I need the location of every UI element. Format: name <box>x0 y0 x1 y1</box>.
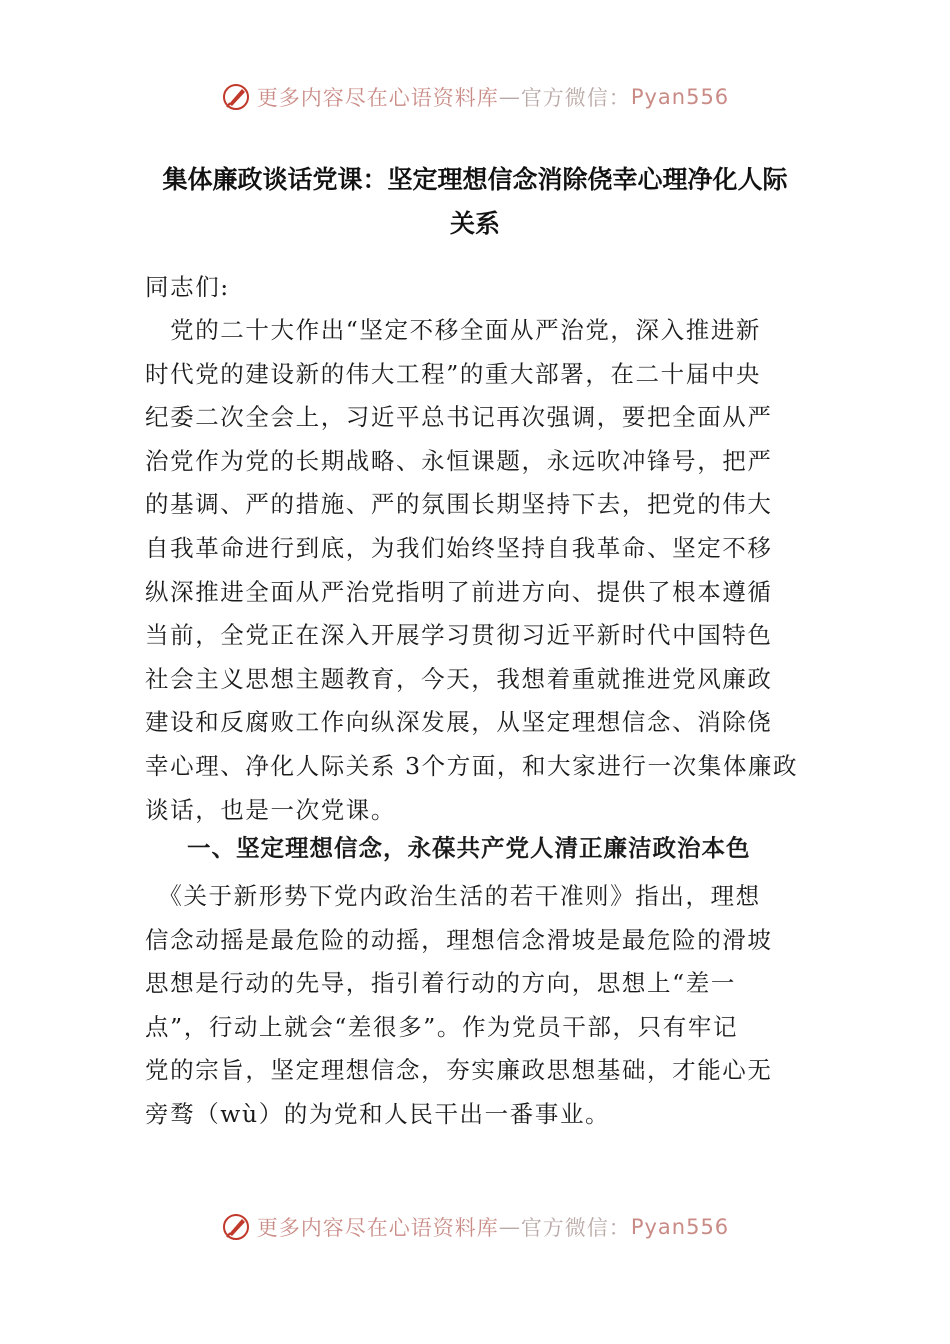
banner-id: Pyan556 <box>630 1215 730 1239</box>
banner-dash: — <box>498 85 521 109</box>
text-line: 时代党的建设新的伟大工程”的重大部署，在二十届中央 <box>145 359 762 388</box>
banner-dash: — <box>498 1215 521 1239</box>
text-line: 点”，行动上就会“差很多”。作为党员干部，只有牢记 <box>145 1012 739 1041</box>
text-line: 自我革命进行到底，为我们始终坚持自我革命、坚定不移 <box>145 533 773 562</box>
banner-prefix: 更多内容尽在心语资料库 <box>256 86 499 110</box>
text-line: 纵深推进全面从严治党指明了前进方向、提供了根本遵循 <box>145 577 773 606</box>
text-line: 幸心理、净化人际关系 3个方面，和大家进行一次集体廉政 <box>145 751 799 780</box>
section-heading-1: 一、坚定理想信念，永葆共产党人清正廉洁政治本色 <box>187 834 751 862</box>
text-line: 社会主义思想主题教育，今天，我想着重就推进党风廉政 <box>145 664 773 693</box>
text-line: 纪委二次全会上，习近平总书记再次强调，要把全面从严 <box>145 403 773 432</box>
text-line: 党的二十大作出“坚定不移全面从严治党，深入推进新 <box>145 316 762 344</box>
paragraph-2 <box>145 875 805 1137</box>
greeting-text: 同志们: <box>145 273 230 301</box>
banner-prefix: 更多内容尽在心语资料库 <box>256 1216 499 1240</box>
text-line: 治党作为党的长期战略、永恒课题，永远吹冲锋号，把严 <box>145 446 773 475</box>
greeting <box>145 266 805 310</box>
footer-watermark <box>0 1212 950 1242</box>
text-line: 信念动摇是最危险的动摇，理想信念滑坡是最危险的滑坡 <box>145 925 773 954</box>
banner-wechat: 官方微信： <box>520 86 631 110</box>
pen-logo-icon <box>221 1212 251 1242</box>
page-title <box>147 158 803 246</box>
paragraph-1 <box>145 309 805 832</box>
pen-logo-icon <box>221 82 251 112</box>
header-watermark <box>0 82 950 112</box>
banner-id: Pyan556 <box>630 85 730 109</box>
text-line: 思想是行动的先导，指引着行动的方向，思想上“差一 <box>145 969 736 998</box>
banner-wechat: 官方微信： <box>520 1216 631 1240</box>
text-line: 《关于新形势下党内政治生活的若干准则》指出，理想 <box>145 882 761 910</box>
text-line: 建设和反腐败工作向纵深发展，从坚定理想信念、消除侥 <box>145 708 773 737</box>
title-line-1: 集体廉政谈话党课：坚定理想信念消除侥幸心理净化人际 <box>162 165 788 194</box>
text-line: 党的宗旨，坚定理想信念，夯实廉政思想基础，才能心无 <box>145 1056 773 1085</box>
text-line: 的基调、严的措施、严的氛围长期坚持下去，把党的伟大 <box>145 490 773 519</box>
text-line: 旁骛（wù）的为党和人民干出一番事业。 <box>145 1099 611 1128</box>
title-line-2: 关系 <box>449 209 500 238</box>
text-line: 谈话，也是一次党课。 <box>145 795 396 824</box>
text-line: 当前，全党正在深入开展学习贯彻习近平新时代中国特色 <box>145 621 773 650</box>
